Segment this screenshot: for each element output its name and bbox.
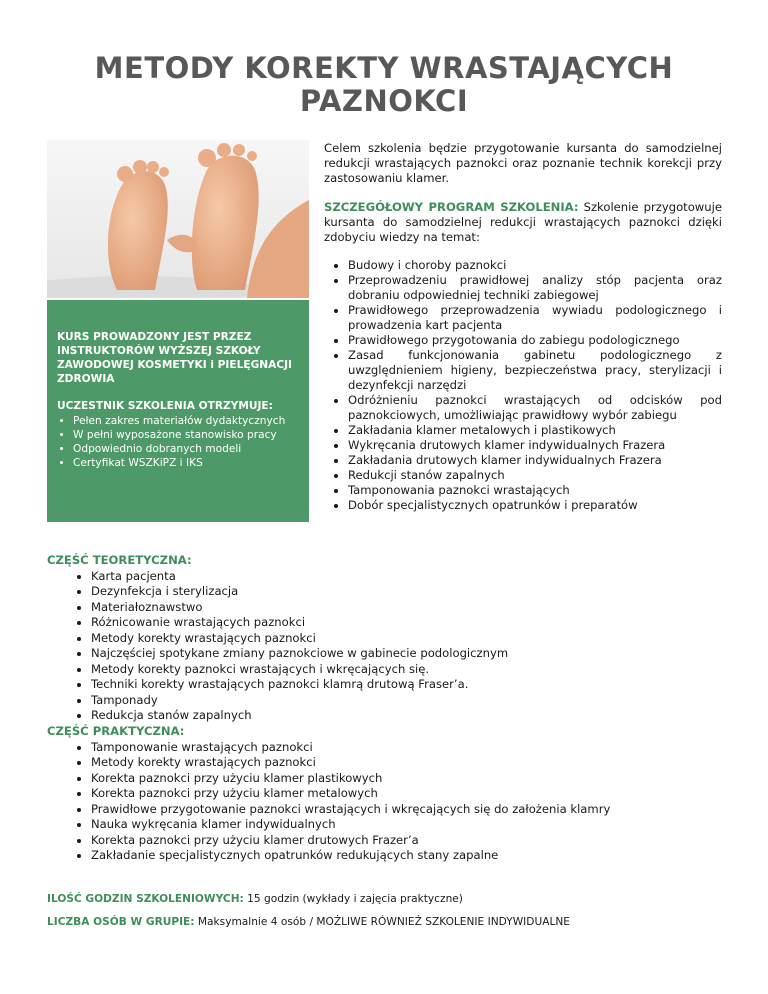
title-line-1: METODY KOREKTY WRASTAJĄCYCH bbox=[94, 51, 674, 85]
course-info-box bbox=[47, 300, 309, 522]
practice-heading: CZĘŚĆ PRAKTYCZNA: bbox=[47, 724, 185, 738]
list-item: • Tamponowanie wrastających paznokci bbox=[91, 740, 727, 756]
list-item: • Zakładania drutowych klamer indywidualnych Frazera bbox=[348, 453, 722, 468]
feet-illustration bbox=[47, 140, 309, 298]
theory-list bbox=[47, 569, 727, 724]
program-column bbox=[324, 141, 722, 513]
list-item: • Korekta paznokci przy użyciu klamer metalowych bbox=[91, 786, 727, 802]
hours-value: 15 godzin (wykłady i zajęcia praktyczne) bbox=[247, 893, 463, 905]
list-item: • Certyfikat WSZKiPZ i IKS bbox=[73, 456, 299, 470]
list-item: • Zakładania klamer metalowych i plastikowych bbox=[348, 423, 722, 438]
page-title bbox=[0, 52, 768, 118]
list-item: • Prawidłowe przygotowanie paznokci wrastających i wkręcających się do założenia klamry bbox=[91, 802, 727, 818]
list-item: • Materiałoznawstwo bbox=[91, 600, 727, 616]
instructors-heading: KURS PROWADZONY JEST PRZEZ INSTRUKTORÓW WYŻSZEJ SZKOŁY ZAWODOWEJ KOSMETYKI i PIELĘGNACJI ZDROWIA bbox=[57, 331, 292, 385]
list-item: • Karta pacjenta bbox=[91, 569, 727, 585]
list-item: • Budowy i choroby paznokci bbox=[348, 258, 722, 273]
list-item: • Zakładanie specjalistycznych opatrunków redukujących stany zapalne bbox=[91, 848, 727, 864]
list-item: • Pełen zakres materiałów dydaktycznych bbox=[73, 414, 299, 428]
list-item: • Metody korekty paznokci wrastających i wkręcających się. bbox=[91, 662, 727, 678]
hours-label: ILOŚĆ GODZIN SZKOLENIOWYCH: bbox=[47, 893, 244, 905]
program-heading: SZCZEGÓŁOWY PROGRAM SZKOLENIA: bbox=[324, 200, 579, 214]
program-paragraph bbox=[324, 200, 722, 245]
list-item: • Metody korekty wrastających paznokci bbox=[91, 755, 727, 771]
title-line-2: PAZNOKCI bbox=[299, 84, 469, 118]
list-item: • Korekta paznokci przy użyciu klamer drutowych Frazer’a bbox=[91, 833, 727, 849]
list-item: • Dezynfekcja i sterylizacja bbox=[91, 584, 727, 600]
list-item: • Przeprowadzeniu prawidłowej analizy stóp pacjenta oraz dobraniu odpowiedniej techniki zabiegowej bbox=[348, 273, 722, 303]
list-item: • Metody korekty wrastających paznokci bbox=[91, 631, 727, 647]
list-item: • Tamponady bbox=[91, 693, 727, 709]
participant-heading: UCZESTNIK SZKOLENIA OTRZYMUJE: bbox=[57, 400, 273, 412]
list-item: • Techniki korekty wrastających paznokci klamrą drutową Fraser’a. bbox=[91, 677, 727, 693]
theory-heading: CZĘŚĆ TEORETYCZNA: bbox=[47, 553, 192, 567]
list-item: • Odpowiednio dobranych modeli bbox=[73, 442, 299, 456]
list-item: • Redukcja stanów zapalnych bbox=[91, 708, 727, 724]
group-line bbox=[47, 916, 570, 928]
participant-list bbox=[57, 414, 299, 470]
feet-photo bbox=[47, 140, 309, 298]
list-item: • Różnicowanie wrastających paznokci bbox=[91, 615, 727, 631]
list-item: • Dobór specjalistycznych opatrunków i preparatów bbox=[348, 498, 722, 513]
intro-text: Celem szkolenia będzie przygotowanie kursanta do samodzielnej redukcji wrastających paznokci oraz poznanie technik korekcji przy zastosowaniu klamer. bbox=[324, 141, 722, 185]
practice-section bbox=[47, 724, 727, 864]
list-item: • Prawidłowego przeprowadzenia wywiadu podologicznego i prowadzenia kart pacjenta bbox=[348, 303, 722, 333]
list-item: • Korekta paznokci przy użyciu klamer plastikowych bbox=[91, 771, 727, 787]
practice-list bbox=[47, 740, 727, 864]
theory-section bbox=[47, 553, 727, 724]
program-text: Szkolenie przygotowuje kursanta do samodzielnej redukcji wrastających paznokci dzięki zdobyciu wiedzy na temat: bbox=[324, 200, 722, 244]
list-item: • Redukcji stanów zapalnych bbox=[348, 468, 722, 483]
hours-line bbox=[47, 893, 463, 905]
list-item: • Tamponowania paznokci wrastających bbox=[348, 483, 722, 498]
list-item: • Odróżnieniu paznokci wrastających od odcisków pod paznokciowych, umożliwiając prawidłowy wybór zabiegu bbox=[348, 393, 722, 423]
list-item: • Zasad funkcjonowania gabinetu podologicznego z uwzględnieniem higieny, bezpieczeństwa pracy, sterylizacji i dezynfekcji narzędzi bbox=[348, 348, 722, 393]
program-list bbox=[324, 258, 722, 513]
list-item: • Wykręcania drutowych klamer indywidualnych Frazera bbox=[348, 438, 722, 453]
group-value: Maksymalnie 4 osób / MOŻLIWE RÓWNIEŻ SZKOLENIE INDYWIDUALNE bbox=[197, 916, 570, 928]
group-label: LICZBA OSÓB W GRUPIE: bbox=[47, 916, 195, 928]
list-item: • Najczęściej spotykane zmiany paznokciowe w gabinecie podologicznym bbox=[91, 646, 727, 662]
list-item: • W pełni wyposażone stanowisko pracy bbox=[73, 428, 299, 442]
list-item: • Prawidłowego przygotowania do zabiegu podologicznego bbox=[348, 333, 722, 348]
list-item: • Nauka wykręcania klamer indywidualnych bbox=[91, 817, 727, 833]
